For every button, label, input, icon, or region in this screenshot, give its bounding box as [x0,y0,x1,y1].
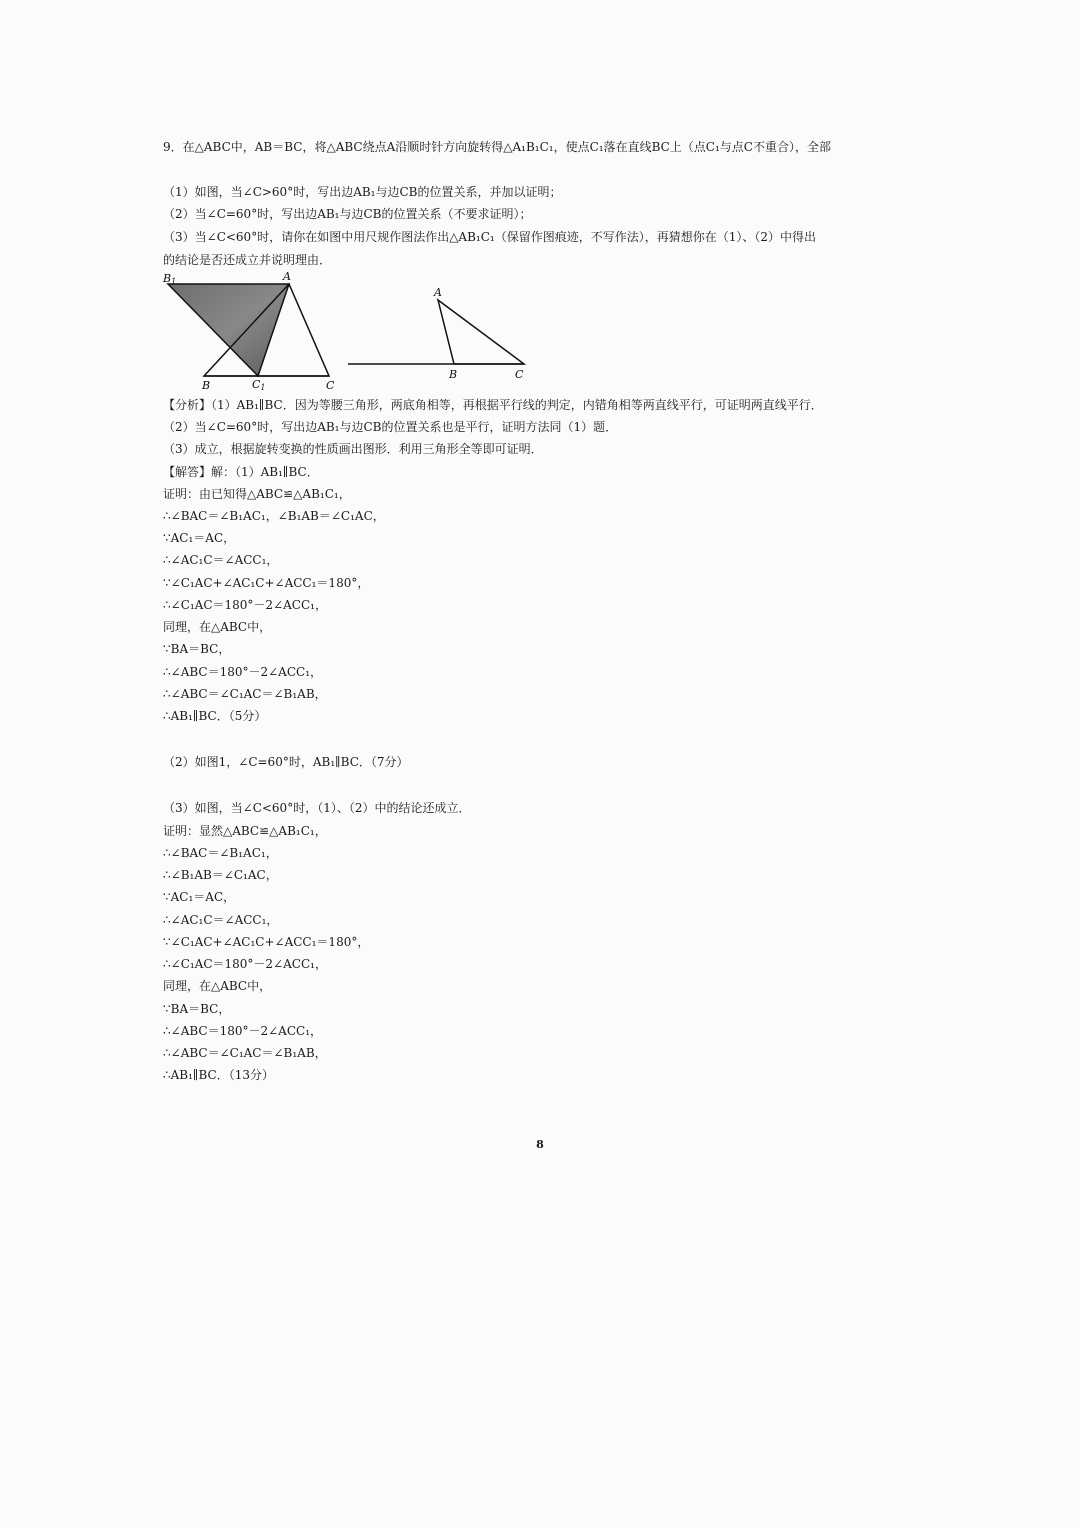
solution3-line: ∴∠BAC＝∠B₁AC₁， [163,846,278,860]
label-c-right: C [515,368,524,381]
solution1-line: ∵∠C₁AC+∠AC₁C+∠ACC₁＝180°， [163,576,370,590]
solution3-line: 证明：显然△ABC≌△AB₁C₁， [163,824,327,838]
label-b-right: B [449,368,458,381]
analysis-line-3: （3）成立，根据旋转变换的性质画出图形．利用三角形全等即可证明． [163,442,543,456]
solution3-line: ∵∠C₁AC+∠AC₁C+∠ACC₁＝180°， [163,935,370,949]
solution1-line: 同理，在△ABC中， [163,620,272,634]
solution3-line: ∴∠ABC＝∠C₁AC＝∠B₁AB， [163,1046,327,1060]
solution2-line: （2）如图1，∠C=60°时，AB₁∥BC．（7分） [163,755,409,769]
label-a-right: A [434,286,442,299]
solution3-line: ∴AB₁∥BC．（13分） [163,1068,274,1082]
solution1-line: ∴∠ABC＝∠C₁AC＝∠B₁AB， [163,687,327,701]
solution3-line: （3）如图，当∠C<60°时，（1）、（2）中的结论还成立． [163,801,471,815]
solution3-line: 同理，在△ABC中， [163,979,272,993]
analysis-line-2: （2）当∠C=60°时，写出边AB₁与边CB的位置关系也是平行，证明方法同（1）题． [163,420,618,434]
question-1: （1）如图，当∠C>60°时，写出边AB₁与边CB的位置关系，并加以证明； [163,185,562,199]
triangle-abc-right [438,300,524,364]
question-3-line-2: 的结论是否还成立并说明理由． [163,253,332,267]
solution3-line: ∴∠B₁AB＝∠C₁AC， [163,868,278,882]
analysis-line-1: 【分析】（1）AB₁∥BC．因为等腰三角形，两底角相等，再根据平行线的判定，内错角相等两直线平行，可证明两直线平行． [163,398,823,412]
solution3-line: ∵AC₁＝AC， [163,890,236,904]
figure-construction-diagram [345,283,530,383]
solution1-line: ∴∠BAC＝∠B₁AC₁，∠B₁AB＝∠C₁AC， [163,509,385,523]
question-3-line-1: （3）当∠C<60°时，请你在如图中用尺规作图法作出△AB₁C₁（保留作图痕迹，不写作法），再猜想你在（1）、（2）中得出 [163,230,816,244]
solution1-line: ∴AB₁∥BC．（5分） [163,709,267,723]
shaded-triangle-ab1c1 [168,284,289,376]
solution1-line: 【解答】解：（1）AB₁∥BC． [163,465,319,479]
solution1-line: ∴∠C₁AC＝180°－2∠ACC₁， [163,598,327,612]
solution3-line: ∴∠ABC＝180°－2∠ACC₁， [163,1024,323,1038]
solution1-line: 证明：由已知得△ABC≌△AB₁C₁， [163,487,351,501]
solution3-line: ∴∠C₁AC＝180°－2∠ACC₁， [163,957,327,971]
solution1-line: ∵BA＝BC， [163,642,231,656]
solution1-line: ∵AC₁＝AC， [163,531,236,545]
solution1-line: ∴∠AC₁C＝∠ACC₁， [163,553,279,567]
label-b1: B1 [163,272,177,286]
solution3-line: ∴∠AC₁C＝∠ACC₁， [163,913,279,927]
label-c-left: C [326,379,335,392]
question-2: （2）当∠C=60°时，写出边AB₁与边CB的位置关系（不要求证明）； [163,207,532,221]
figure-rotation-diagram [158,268,348,393]
solution1-line: ∴∠ABC＝180°－2∠ACC₁， [163,665,323,679]
problem-statement: 9．在△ABC中，AB＝BC，将△ABC绕点A沿顺时针方向旋转得△A₁B₁C₁，使点C₁落在直线BC上（点C₁与点C不重合），全部 [163,140,831,154]
label-a-left: A [283,270,291,283]
solution3-line: ∵BA＝BC， [163,1002,231,1016]
label-c1: C1 [252,378,266,392]
label-b-left: B [202,379,211,392]
page-number: 8 [536,1138,544,1151]
